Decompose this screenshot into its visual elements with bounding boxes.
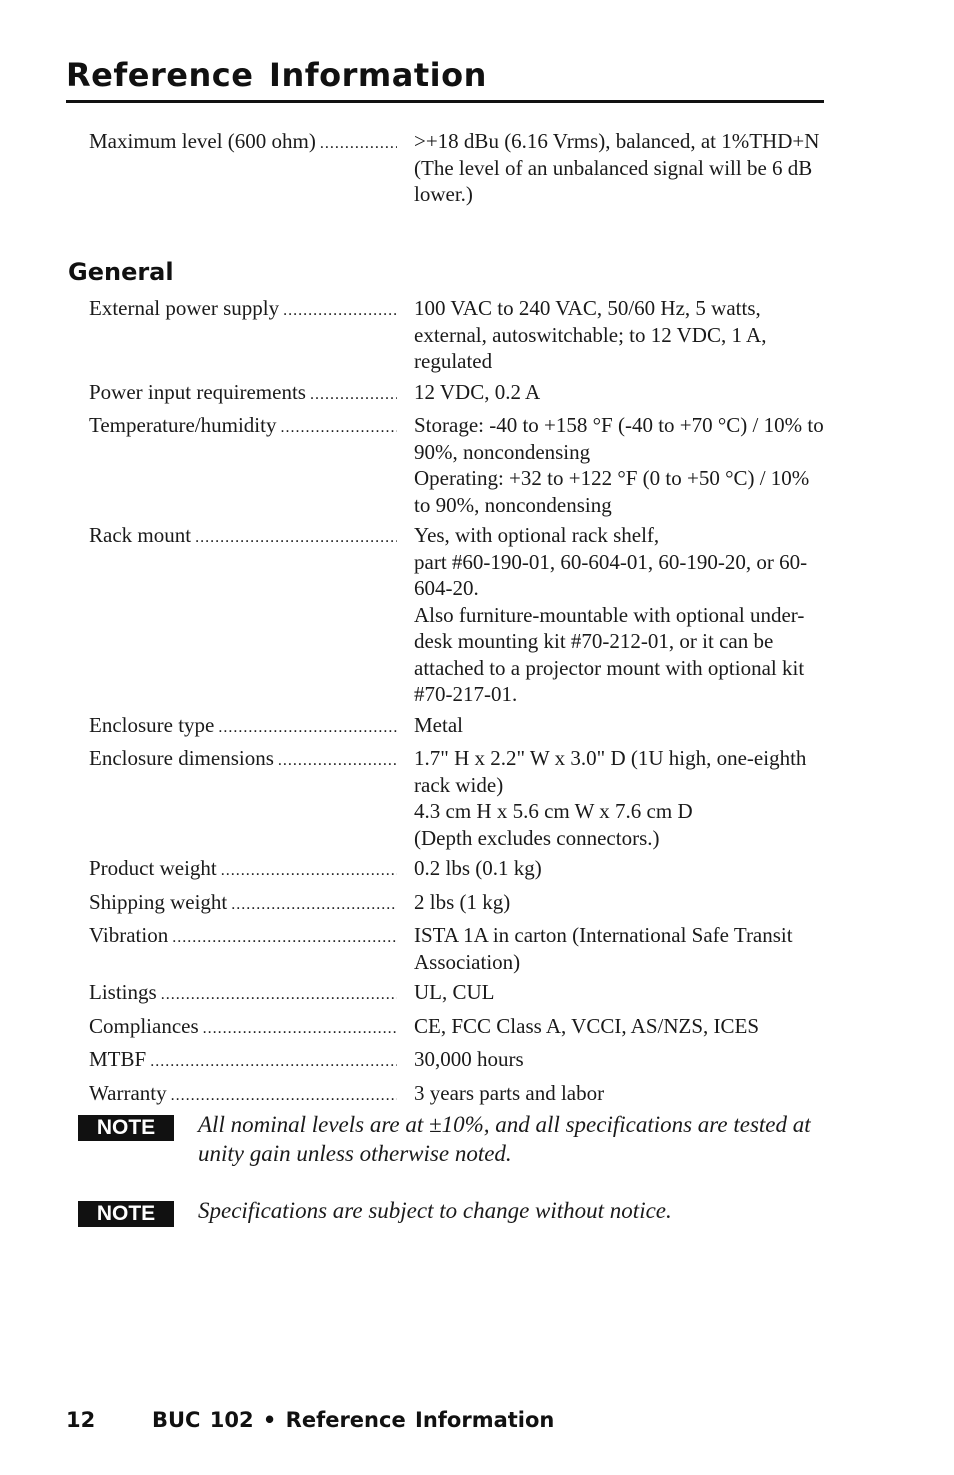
dot-leader: [320, 131, 397, 158]
dot-leader: [280, 415, 397, 442]
dot-leader: [161, 982, 397, 1009]
dot-leader: [221, 858, 397, 885]
audio-spec-list: [89, 128, 829, 212]
spec-value: 0.2 lbs (0.1 kg): [414, 856, 542, 880]
spec-value: (The level of an unbalanced signal will be 6 dB lower.): [414, 155, 818, 206]
spec-row: [89, 922, 829, 975]
spec-label-text: Product weight: [89, 856, 217, 880]
spec-value: Operating: +32 to +122 °F (0 to +50 °C) / 10% to 90%, noncondensing: [414, 466, 815, 517]
page-number: 12: [66, 1408, 96, 1432]
spec-value: 4.3 cm H x 5.6 cm W x 7.6 cm D: [414, 799, 693, 823]
note-text: Specifications are subject to change without notice.: [198, 1198, 672, 1223]
spec-label-text: Rack mount: [89, 523, 192, 547]
spec-values: [414, 1080, 829, 1110]
spec-label: [89, 712, 397, 742]
note-badge: NOTE: [78, 1115, 174, 1141]
spec-row: [89, 379, 829, 409]
page-title: Reference Information: [66, 56, 487, 94]
spec-row: [89, 712, 829, 742]
spec-value: Also furniture-mountable with optional under-desk mounting kit #70-212-01, or it can be attached to a projector mount with optional kit #70-217-01.: [414, 602, 810, 706]
dot-leader: [231, 892, 397, 919]
spec-value: 100 VAC to 240 VAC, 50/60 Hz, 5 watts, external, autoswitchable; to 12 VDC, 1 A, regulated: [414, 296, 772, 373]
spec-row: [89, 1013, 829, 1043]
spec-label-text: Shipping weight: [89, 889, 228, 914]
spec-label-text: External power supply: [89, 296, 280, 320]
spec-row: [89, 295, 829, 375]
spec-values: [414, 412, 829, 518]
spec-label-text: Warranty: [89, 1080, 167, 1105]
spec-label: [89, 1046, 397, 1076]
spec-value: 12 VDC, 0.2 A: [414, 379, 541, 404]
spec-values: [414, 1046, 829, 1076]
spec-value: Yes, with optional rack shelf,: [414, 523, 660, 547]
spec-values: [414, 745, 829, 851]
spec-label-text: Maximum level (600 ohm): [89, 129, 316, 153]
spec-label: [89, 1013, 397, 1043]
spec-label: [89, 855, 397, 885]
spec-label: [89, 979, 397, 1009]
spec-value: CE, FCC Class A, VCCI, AS/NZS, ICES: [414, 1013, 760, 1038]
dot-leader: [171, 1083, 397, 1110]
dot-leader: [172, 925, 397, 952]
note-badge: NOTE: [78, 1201, 174, 1227]
spec-row: [89, 522, 829, 708]
spec-row: [89, 889, 829, 919]
spec-label-text: MTBF: [89, 1047, 147, 1071]
spec-label: [89, 745, 397, 851]
spec-label: [89, 889, 397, 919]
dot-leader: [195, 525, 397, 552]
spec-value: 2 lbs (1 kg): [414, 889, 511, 914]
spec-value: (Depth excludes connectors.): [414, 825, 660, 850]
spec-row: [89, 128, 829, 208]
dot-leader: [283, 298, 397, 325]
spec-values: [414, 128, 829, 208]
spec-values: [414, 379, 829, 409]
spec-label: [89, 128, 397, 208]
spec-label-text: Power input requirements: [89, 379, 306, 404]
dot-leader: [278, 748, 397, 775]
dot-leader: [310, 382, 397, 409]
spec-label: [89, 922, 397, 975]
spec-row: [89, 1046, 829, 1076]
spec-value: >+18 dBu (6.16 Vrms), balanced, at 1%THD+N: [414, 129, 820, 153]
spec-value: part #60-190-01, 60-604-01, 60-190-20, or 60-604-20.: [414, 549, 808, 600]
spec-label: [89, 412, 397, 518]
note-specs-change: [78, 1196, 838, 1227]
general-spec-list: [89, 295, 829, 1113]
spec-label-text: Enclosure type: [89, 712, 215, 737]
spec-values: [414, 295, 829, 375]
spec-value: Storage: -40 to +158 °F (-40 to +70 °C) / 10% to 90%, noncondensing: [414, 413, 829, 464]
dot-leader: [218, 715, 397, 742]
spec-row: [89, 979, 829, 1009]
spec-value: 1.7" H x 2.2" W x 3.0" D (1U high, one-eighth rack wide): [414, 746, 812, 797]
spec-values: [414, 1013, 829, 1043]
note-text: All nominal levels are at ±10%, and all specifications are tested at unity gain unless otherwise noted.: [198, 1112, 811, 1166]
spec-row: [89, 745, 829, 851]
spec-values: [414, 522, 829, 708]
spec-values: [414, 712, 829, 742]
spec-label-text: Temperature/humidity: [89, 413, 277, 437]
dot-leader: [150, 1049, 397, 1076]
spec-label: [89, 379, 397, 409]
spec-label-text: Compliances: [89, 1013, 199, 1038]
footer-text: BUC 102 • Reference Information: [152, 1408, 555, 1432]
spec-value: Metal: [414, 712, 463, 737]
spec-value: ISTA 1A in carton (International Safe Transit Association): [414, 923, 797, 974]
spec-label-text: Vibration: [89, 923, 169, 947]
spec-label: [89, 295, 397, 375]
title-rule: [66, 100, 824, 103]
spec-values: [414, 979, 829, 1009]
spec-row: [89, 1080, 829, 1110]
spec-row: [89, 855, 829, 885]
spec-values: [414, 922, 829, 975]
spec-label: [89, 522, 397, 708]
spec-row: [89, 412, 829, 518]
dot-leader: [203, 1016, 397, 1043]
spec-value: UL, CUL: [414, 980, 495, 1004]
spec-label-text: Enclosure dimensions: [89, 746, 274, 770]
note-nominal-levels: [78, 1110, 838, 1168]
spec-label: [89, 1080, 397, 1110]
spec-values: [414, 889, 829, 919]
section-heading-general: General: [68, 258, 174, 286]
page-footer: [66, 1408, 554, 1432]
spec-label-text: Listings: [89, 980, 157, 1004]
spec-values: [414, 855, 829, 885]
spec-value: 30,000 hours: [414, 1047, 524, 1071]
spec-value: 3 years parts and labor: [414, 1080, 605, 1105]
